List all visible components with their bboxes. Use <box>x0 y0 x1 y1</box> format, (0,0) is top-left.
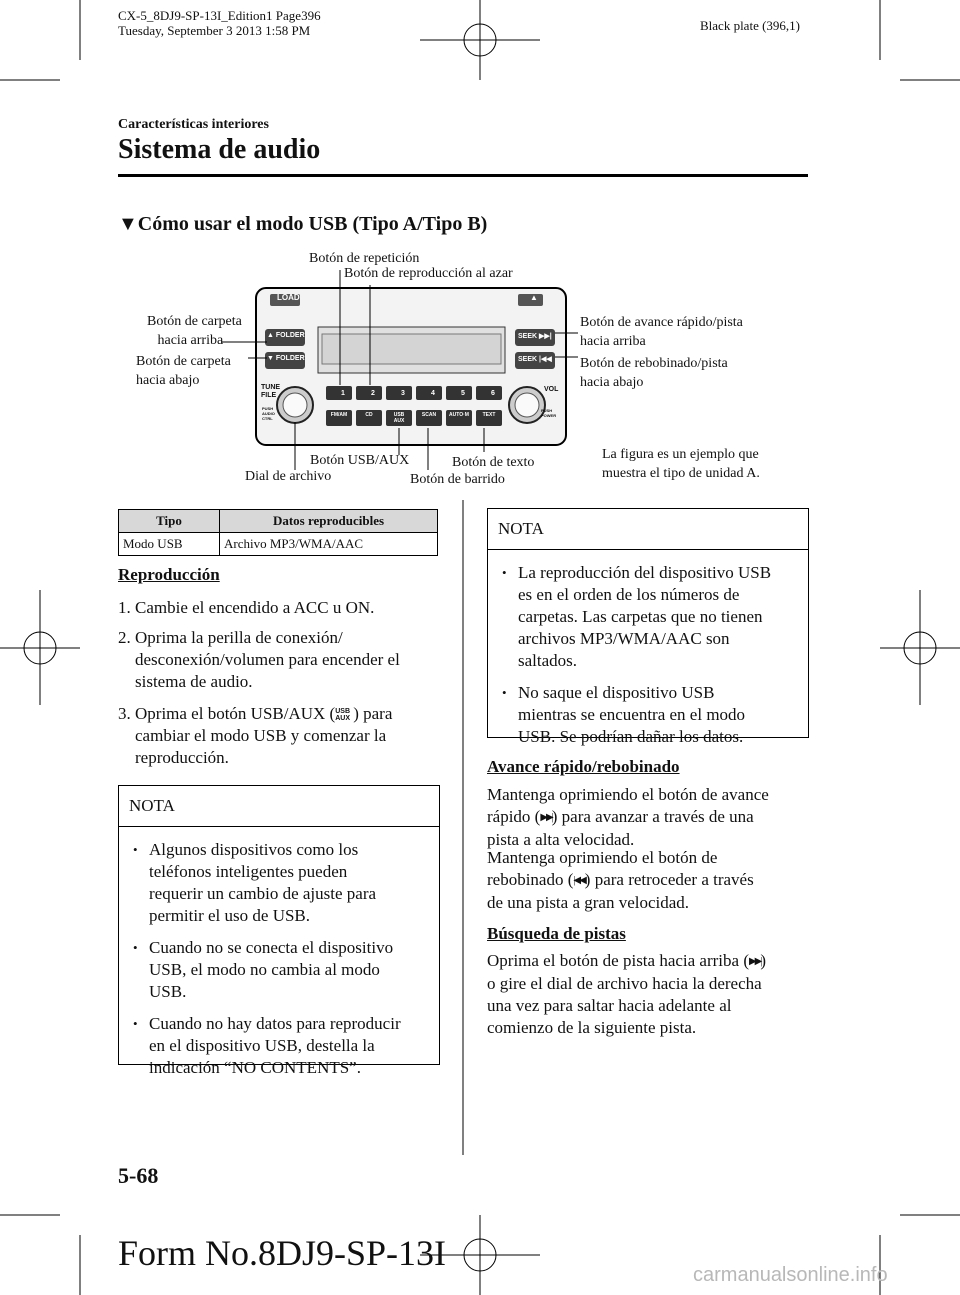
label-scan-button: Botón de barrido <box>410 472 505 487</box>
avance-text-b: ) para avanzar a través de una pista a alta velocidad. <box>487 807 754 850</box>
table-header: Datos reproducibles <box>220 510 438 533</box>
nota-item: • Algunos dispositivos como los teléfonos inteligentes pueden requerir un cambio de ajuste para permitir el uso de USB. <box>149 839 429 927</box>
preset-1: 1 <box>341 390 345 397</box>
busqueda-text-b: ) o gire el dial de archivo hacia la derecha una vez para saltar hacia adelante al comienzo de la siguiente pista. <box>487 951 767 1038</box>
nota-list <box>119 827 439 1099</box>
usb-aux-button: USB AUX <box>393 412 405 424</box>
label-folder-down: Botón de carpeta hacia abajo <box>136 354 231 388</box>
folder-up-button: ▲ FOLDER <box>267 332 305 339</box>
watermark: carmanualsonline.info <box>693 1264 888 1286</box>
label-text-button: Botón de texto <box>452 455 535 470</box>
preset-2: 2 <box>371 390 375 397</box>
rebobinado-text-b: ) para retroceder a través de una pista a gran velocidad. <box>487 870 754 913</box>
folder-down-button: ▼ FOLDER <box>267 355 305 362</box>
page-title: Sistema de audio <box>118 134 321 165</box>
reproduccion-heading: Reproducción <box>118 565 220 584</box>
nota-box-left <box>118 785 440 1077</box>
figure-caption: La figura es un ejemplo que muestra el tipo de unidad A. <box>602 447 760 481</box>
seek-down-button: SEEK |◀◀ <box>518 356 552 363</box>
section-label: Características interiores <box>118 117 269 132</box>
label-file-dial: Dial de archivo <box>245 469 332 484</box>
nota-heading: NOTA <box>488 509 808 550</box>
rebobinado-text-a: Mantenga oprimiendo el botón de rebobinado ( <box>487 848 718 889</box>
busqueda-text-a: Oprima el botón de pista hacia arriba ( <box>487 951 749 970</box>
avance-heading: Avance rápido/rebobinado <box>487 757 680 776</box>
playable-data-table <box>118 509 438 556</box>
preset-6: 6 <box>491 390 495 397</box>
table-header-row <box>119 510 438 533</box>
step-3-text-a: 3. Oprima el botón USB/AUX ( <box>118 704 336 723</box>
nota-item: • Cuando no hay datos para reproducir en el dispositivo USB, destella la indicación “NO CONTENTS”. <box>149 1013 429 1079</box>
preset-5: 5 <box>461 390 465 397</box>
vol-label: VOL <box>544 386 559 393</box>
nota-heading: NOTA <box>119 786 439 827</box>
preset-4: 4 <box>431 390 435 397</box>
text-button: TEXT <box>482 412 496 418</box>
print-header-right: Black plate (396,1) <box>700 18 800 33</box>
nota-item: • No saque el dispositivo USB mientras se encuentra en el modo USB. Se podrían dañar los datos. <box>518 682 798 748</box>
eject-button: ▲ <box>530 293 538 302</box>
seek-up-button: SEEK ▶▶| <box>518 333 552 340</box>
table-row <box>119 533 438 556</box>
load-button: LOAD <box>277 293 300 302</box>
usb-aux-icon: USB AUX <box>335 708 350 723</box>
label-repeat-button: Botón de repetición <box>309 251 420 266</box>
push-audio-label: PUSH AUDIO CTRL <box>262 406 275 421</box>
label-track-up: Botón de avance rápido/pista hacia arriba <box>580 315 743 349</box>
cd-button: CD <box>365 412 373 418</box>
auto-m-button: AUTO·M <box>449 412 469 418</box>
scan-button: SCAN <box>421 412 437 418</box>
fast-forward-icon: ▶▶| <box>540 812 552 824</box>
print-date: Tuesday, September 3 2013 1:58 PM <box>118 23 311 38</box>
step-1: 1. Cambie el encendido a ACC u ON. <box>118 598 375 617</box>
table-cell: Modo USB <box>119 533 220 556</box>
nota-list <box>488 550 808 768</box>
page-number: 5-68 <box>118 1163 159 1188</box>
step-3-text-b: ) para cambiar el modo USB y comenzar la reproducción. <box>135 704 393 767</box>
label-track-down: Botón de rebobinado/pista hacia abajo <box>580 356 728 390</box>
label-usb-aux-button: Botón USB/AUX <box>310 453 410 468</box>
avance-text-a: Mantenga oprimiendo el botón de avance rápido ( <box>487 785 769 826</box>
busqueda-heading: Búsqueda de pistas <box>487 924 626 943</box>
rewind-icon: |◀◀ <box>573 875 585 887</box>
triangle-down-icon: ▼ <box>118 213 138 235</box>
nota-box-right <box>487 508 809 746</box>
preset-3: 3 <box>401 390 405 397</box>
avance-paragraph-2 <box>487 847 817 914</box>
form-number: Form No.8DJ9-SP-13I <box>118 1233 447 1273</box>
avance-paragraph-1 <box>487 784 817 851</box>
fm-am-button: FM/AM <box>330 412 348 418</box>
nota-item: • Cuando no se conecta el dispositivo USB, el modo no cambia al modo USB. <box>149 937 429 1003</box>
label-random-button: Botón de reproducción al azar <box>344 266 513 281</box>
step-3 <box>118 703 448 769</box>
table-header: Tipo <box>119 510 220 533</box>
track-up-icon: ▶▶| <box>748 956 761 968</box>
step-2: 2. Oprima la perilla de conexión/ desconexión/volumen para encender el sistema de audio. <box>118 628 400 691</box>
table-cell: Archivo MP3/WMA/AAC <box>220 533 438 556</box>
nota-item: • La reproducción del dispositivo USB es en el orden de los números de carpetas. Las carpetas que no tienen archivos MP3/WMA/AAC son saltados. <box>518 562 798 672</box>
busqueda-paragraph <box>487 950 817 1039</box>
label-folder-up: Botón de carpeta hacia arriba <box>147 314 242 348</box>
tune-file-label: TUNE FILE <box>261 384 281 399</box>
usb-heading-text: Cómo usar el modo USB (Tipo A/Tipo B) <box>137 213 488 235</box>
push-power-label: PUSH POWER <box>541 408 557 418</box>
print-file-name: CX-5_8DJ9-SP-13I_Edition1 Page396 <box>118 8 321 23</box>
